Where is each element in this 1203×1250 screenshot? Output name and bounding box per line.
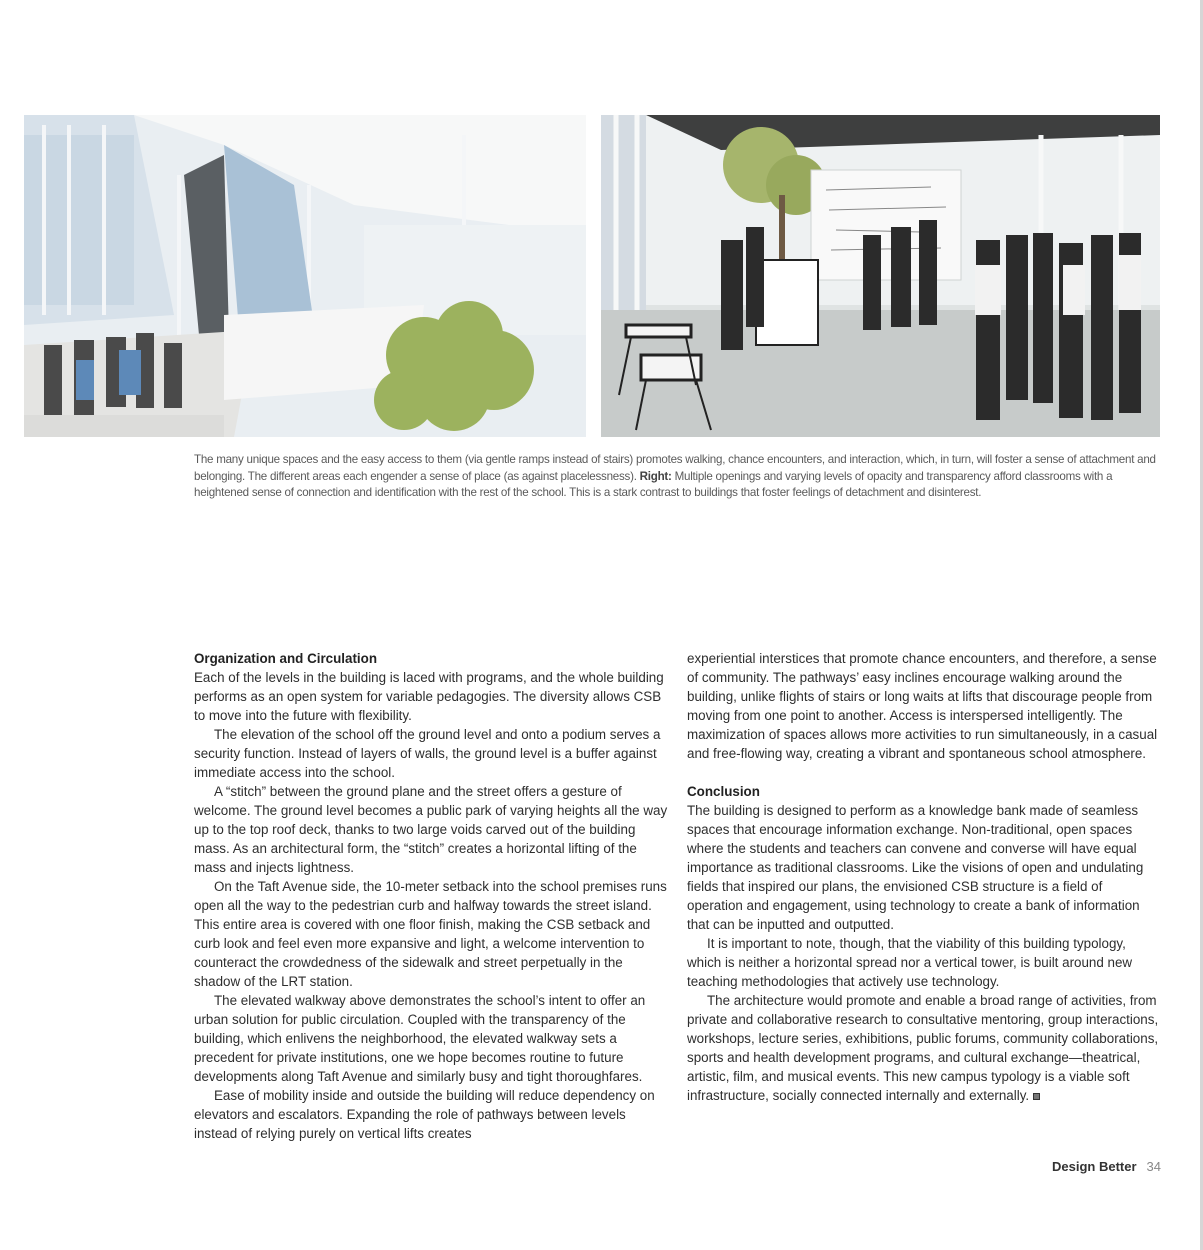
publication-name: Design Better — [1052, 1159, 1137, 1174]
left-column — [194, 649, 668, 1143]
atrium-rendering — [24, 115, 586, 437]
classroom-rendering — [601, 115, 1160, 437]
caption-text-2: Multiple openings and varying levels of opacity and transparency afford classrooms with a heightened sense of connection and identification with the rest of the school. This is a stark contrast to buildings that foster feelings of detachment and disinterest. — [194, 469, 1113, 499]
page-footer — [1052, 1159, 1161, 1174]
body-paragraph: The elevation of the school off the ground level and onto a podium serves a security function. Instead of layers of walls, the ground level is a buffer against immediate access into the school. — [194, 727, 661, 780]
body-paragraph: It is important to note, though, that the viability of this building typology, which is neither a horizontal spread nor a vertical tower, is built around new teaching methodologies that actively use technology. — [687, 936, 1133, 989]
body-paragraph-final — [687, 991, 1161, 1105]
body-paragraph: The building is designed to perform as a knowledge bank made of seamless spaces that encourage information exchange. Non-traditional, open spaces where the students and teachers can convene and converse will have equal importance as traditional classrooms. Like the visions of open and undulating fields that inspired our plans, the envisioned CSB structure is a field of operation and engagement, using technology to create a bank of information that can be inputted and outputted. — [687, 803, 1144, 932]
caption-right-label: Right: — [639, 469, 672, 483]
section-heading-conclusion: Conclusion — [687, 784, 760, 799]
body-paragraph: Each of the levels in the building is laced with programs, and the whole building performs as an open system for variable pedagogies. The diversity allows CSB to move into the future with flexibility. — [194, 670, 664, 723]
body-paragraph: A “stitch” between the ground plane and the street offers a gesture of welcome. The ground level becomes a public park of varying heights all the way up to the top roof deck, thanks to two large voids carved out of the building mass. As an architectural form, the “stitch” creates a horizontal lifting of the mass and injects lightness. — [194, 784, 668, 875]
body-paragraph: The elevated walkway above demonstrates the school’s intent to offer an urban solution for public circulation. Coupled with the transparency of the building, which enlivens the neighborhood, the elevated walkway sets a precedent for private institutions, one we hope becomes routine to future developments along Taft Avenue and similarly busy and tight thoroughfares. — [194, 993, 646, 1084]
body-paragraph: On the Taft Avenue side, the 10-meter setback into the school premises runs open all the way to the pedestrian curb and halfway towards the street island. This entire area is covered with one floor finish, making the CSB setback and curb look and feel even more expansive and light, a welcome intervention to counteract the crowdedness of the sidewalk and street perpetually in the shadow of the LRT station. — [194, 879, 667, 989]
body-paragraph: Ease of mobility inside and outside the building will reduce dependency on elevators and escalators. Expanding the role of pathways between levels instead of relying purely on vertical lifts creates — [194, 1088, 655, 1141]
section-heading-organization: Organization and Circulation — [194, 651, 378, 666]
figure-caption — [194, 452, 1160, 502]
right-column — [687, 649, 1161, 1105]
caption-text-1: The many unique spaces and the easy access to them (via gentle ramps instead of stairs) promotes walking, chance encounters, and interaction, which, in turn, will foster a sense of attachment and belonging. The different areas each engender a sense of place (as against placelessness). — [194, 453, 1156, 483]
page-number: 34 — [1146, 1159, 1161, 1174]
end-of-article-icon — [1033, 1093, 1040, 1100]
body-paragraph-continued: experiential interstices that promote chance encounters, and therefore, a sense of community. The pathways’ easy inclines encourage walking around the building, unlike flights of stairs or long waits at lifts that discourage people from moving from one point to another. Access is interspersed intelligently. The maximization of spaces allows more activities to run simultaneously, in a casual and free-flowing way, creating a vibrant and spontaneous school atmosphere. — [687, 651, 1158, 761]
final-paragraph-text: The architecture would promote and enable a broad range of activities, from private and collaborative research to consultative mentoring, group interactions, workshops, lecture series, exhibitions, public forums, community collaborations, sports and health development programs, and cultural exchange—theatrical, artistic, film, and musical events. This new campus typology is a viable soft infrastructure, socially connected internally and externally. — [687, 993, 1159, 1103]
